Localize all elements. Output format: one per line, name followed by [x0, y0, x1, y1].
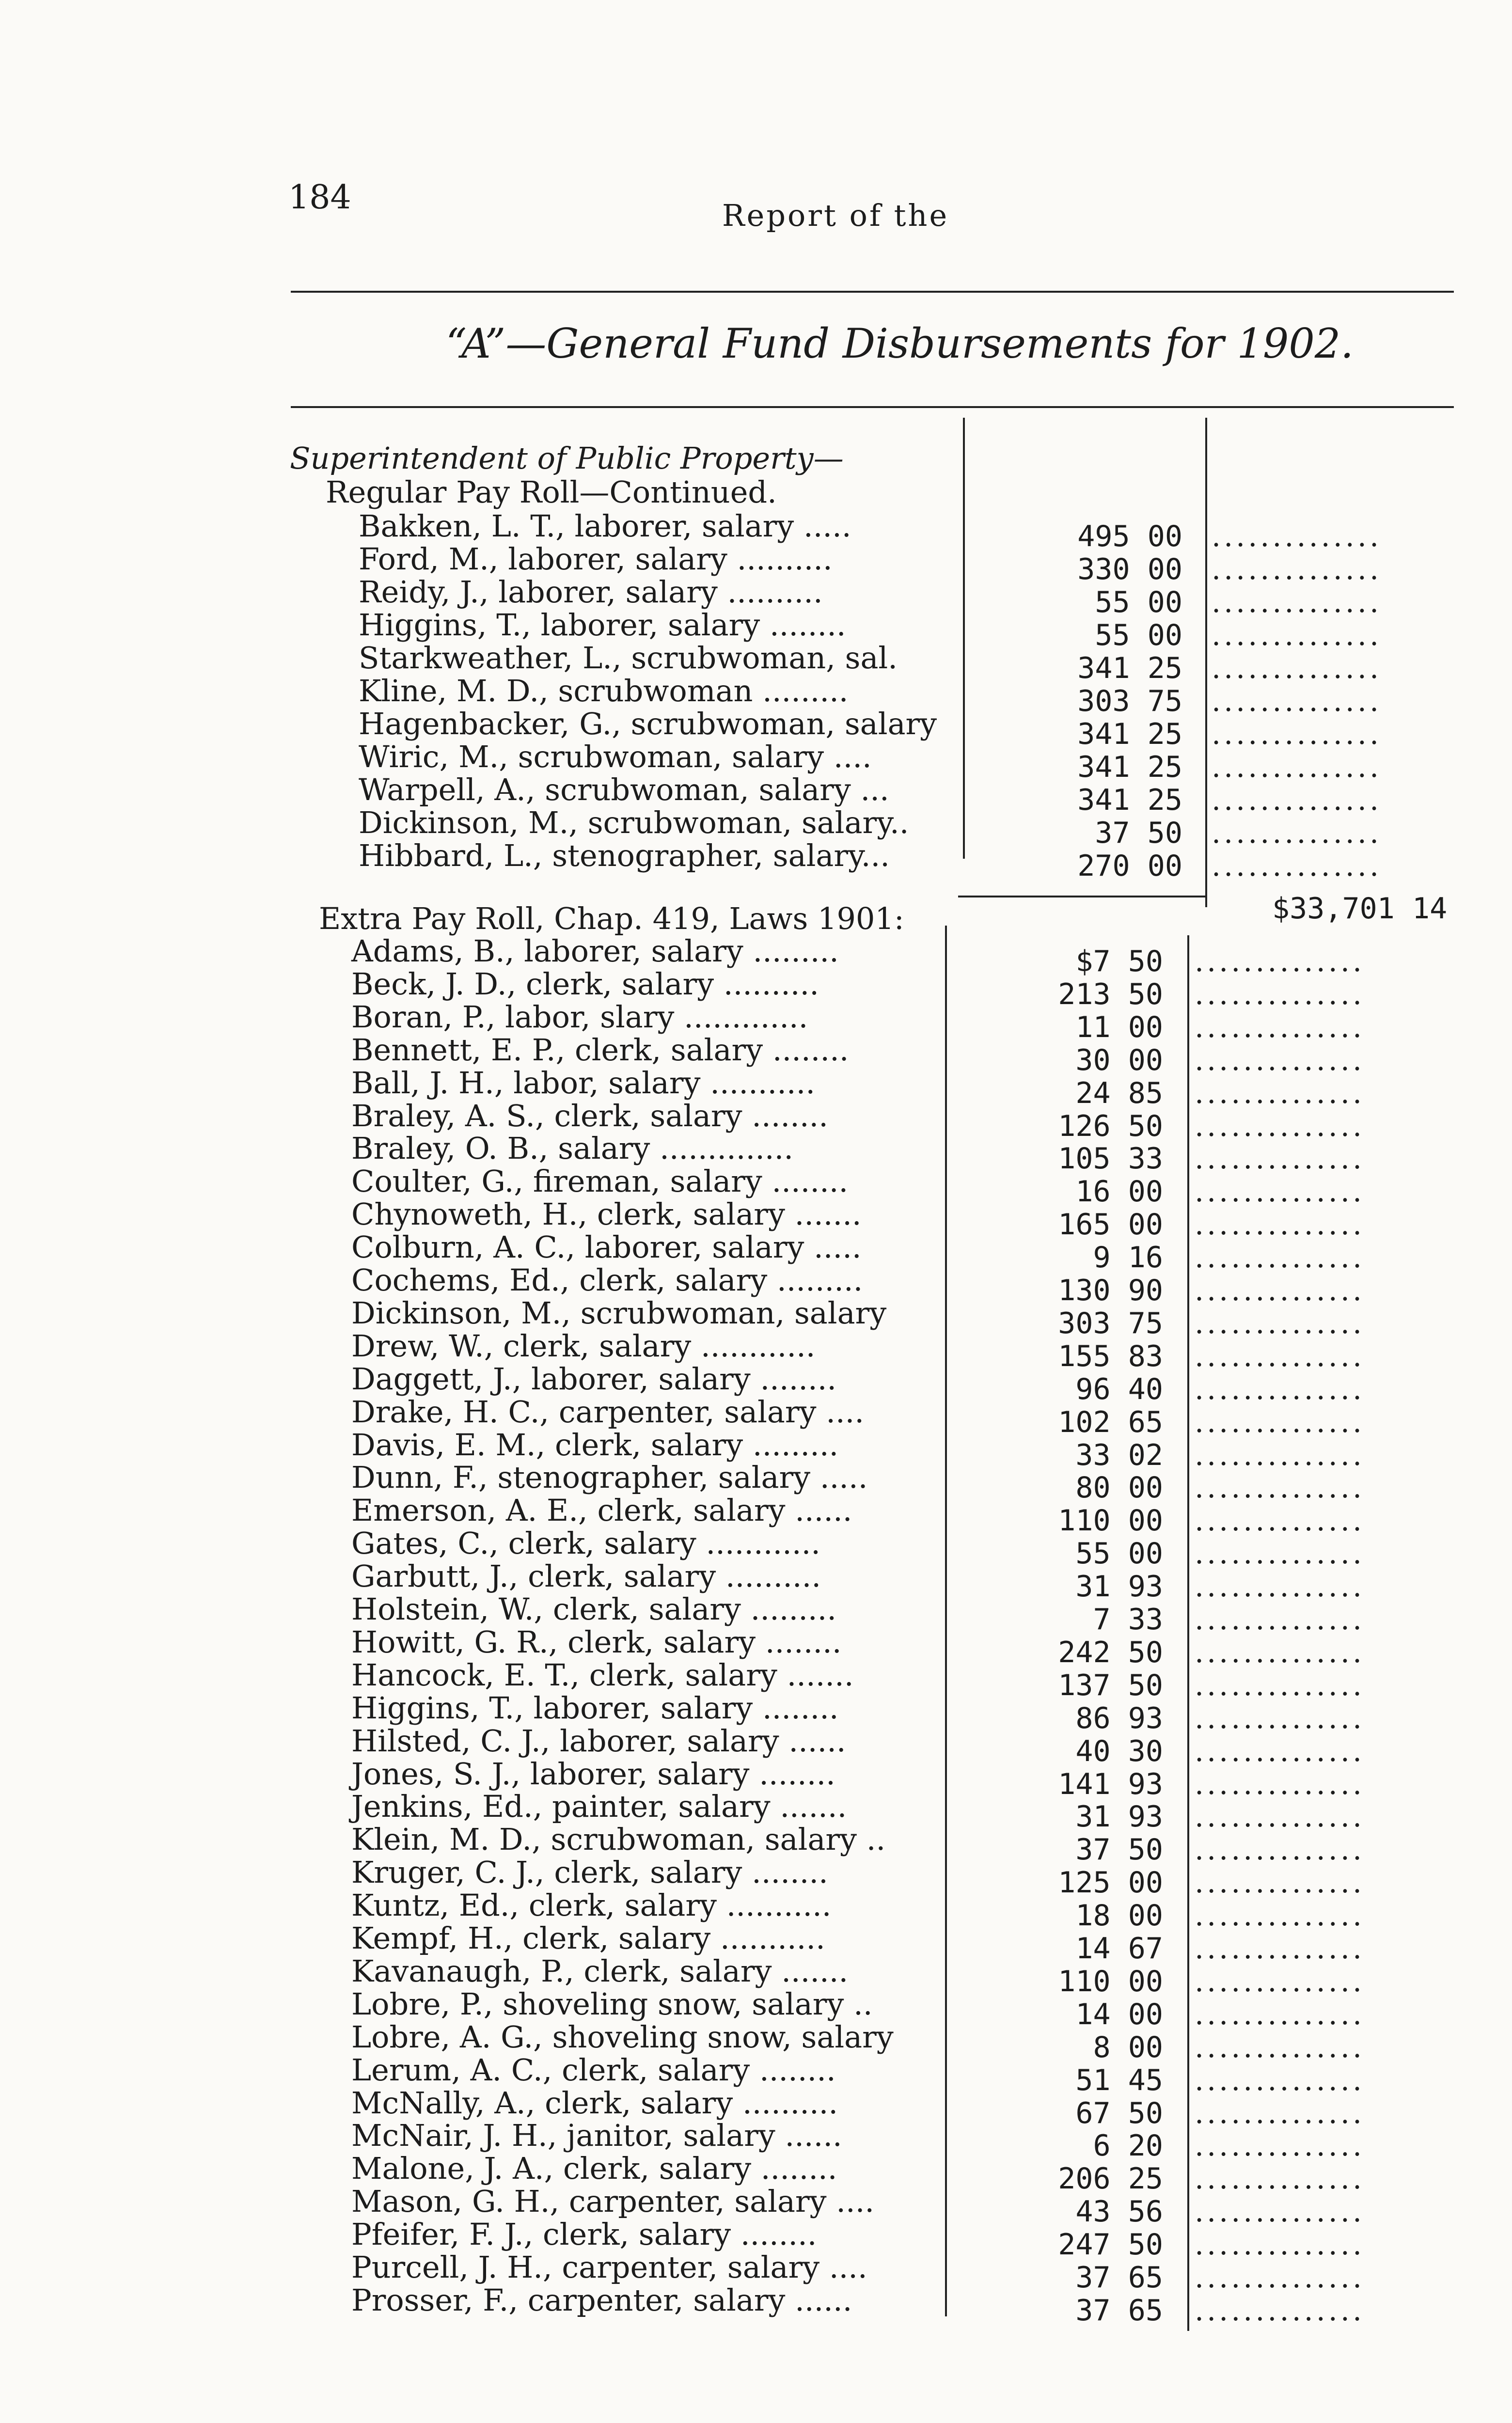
leader-dots: ..............: [1195, 1866, 1365, 1900]
ledger-entry-name: Hancock, E. T., clerk, salary .......: [351, 1657, 854, 1693]
extra-pay-roll-heading: Extra Pay Roll, Chap. 419, Laws 1901:: [319, 901, 904, 936]
leader-dots: ..............: [1195, 1471, 1365, 1505]
ledger-entry-amount: 155 83: [1058, 1339, 1163, 1373]
ledger-entry-amount: 55 00: [1095, 585, 1182, 619]
ledger-entry-amount: 51 45: [1075, 2063, 1163, 2097]
table-title: “A”—General Fund Disbursements for 1902.: [446, 320, 1354, 367]
ledger-entry-name: Kline, M. D., scrubwoman .........: [359, 673, 849, 708]
section-heading: Superintendent of Public Property—: [290, 441, 844, 476]
ledger-entry-name: Dickinson, M., scrubwoman, salary: [351, 1295, 887, 1331]
ledger-entry-amount: 110 00: [1058, 1504, 1163, 1538]
ledger-entry-name: Kruger, C. J., clerk, salary ........: [351, 1855, 828, 1890]
ledger-entry-amount: 165 00: [1058, 1208, 1163, 1242]
leader-dots: ..............: [1195, 1767, 1365, 1801]
ledger-entry-amount: 141 93: [1058, 1767, 1163, 1801]
ledger-entry-name: Garbutt, J., clerk, salary ..........: [351, 1558, 821, 1594]
leader-dots: ..............: [1195, 1339, 1365, 1373]
ledger-entry-amount: 67 50: [1075, 2096, 1163, 2130]
leader-dots: ..............: [1212, 618, 1382, 652]
ledger-entry-name: Bennett, E. P., clerk, salary ........: [351, 1032, 849, 1068]
leader-dots: ..............: [1195, 2228, 1365, 2262]
leader-dots: ..............: [1195, 1570, 1365, 1604]
ledger-entry-name: Klein, M. D., scrubwoman, salary ..: [351, 1822, 886, 1857]
ledger-entry-name: Hagenbacker, G., scrubwoman, salary: [359, 706, 937, 741]
ledger-entry-name: Jones, S. J., laborer, salary ........: [351, 1756, 835, 1792]
ledger-entry-amount: $7 50: [1075, 944, 1163, 978]
leader-dots: ..............: [1195, 2195, 1365, 2229]
leader-dots: ..............: [1195, 1603, 1365, 1636]
ledger-entry-amount: 303 75: [1077, 684, 1182, 718]
ledger-entry-amount: 7 33: [1093, 1603, 1163, 1636]
leader-dots: ..............: [1195, 1701, 1365, 1735]
ledger-entry-amount: 37 65: [1075, 2293, 1163, 2328]
ledger-entry-name: Davis, E. M., clerk, salary .........: [351, 1427, 839, 1463]
ledger-entry-amount: 16 00: [1075, 1175, 1163, 1209]
ledger-entry-name: Braley, O. B., salary ..............: [351, 1131, 794, 1166]
leader-dots: ..............: [1195, 1635, 1365, 1669]
ledger-entry-amount: 37 65: [1075, 2261, 1163, 2295]
ledger-entry-amount: 11 00: [1075, 1010, 1163, 1044]
ledger-entry-name: Lobre, P., shoveling snow, salary ..: [351, 1986, 873, 2022]
ledger-entry-name: Adams, B., laborer, salary .........: [351, 933, 839, 969]
ledger-entry-amount: 341 25: [1077, 750, 1182, 784]
leader-dots: ..............: [1212, 651, 1382, 685]
leader-dots: ..............: [1195, 1899, 1365, 1933]
ledger-entry-name: Warpell, A., scrubwoman, salary ...: [359, 772, 889, 807]
ledger-entry-name: Dickinson, M., scrubwoman, salary..: [359, 805, 909, 840]
ledger-entry-name: Beck, J. D., clerk, salary ..........: [351, 966, 819, 1002]
ledger-entry-name: Boran, P., labor, slary .............: [351, 999, 808, 1035]
ledger-entry-amount: 33 02: [1075, 1438, 1163, 1472]
leader-dots: ..............: [1195, 2030, 1365, 2064]
ledger-entry-name: Pfeifer, F. J., clerk, salary ........: [351, 2217, 817, 2252]
ledger-entry-name: Drake, H. C., carpenter, salary ....: [351, 1394, 865, 1430]
ledger-entry-amount: 341 25: [1077, 717, 1182, 751]
ledger-entry-amount: 137 50: [1058, 1668, 1163, 1702]
ledger-entry-amount: 495 00: [1077, 519, 1182, 553]
section-total: $33,701 14: [1272, 892, 1448, 926]
leader-dots: ..............: [1195, 1800, 1365, 1834]
leader-dots: ..............: [1195, 1208, 1365, 1242]
ledger-entry-name: Kempf, H., clerk, salary ...........: [351, 1920, 825, 1956]
leader-dots: ..............: [1195, 1964, 1365, 1998]
leader-dots: ..............: [1212, 585, 1382, 619]
ledger-entry-amount: 43 56: [1075, 2195, 1163, 2229]
ledger-entry-name: Higgins, T., laborer, salary ........: [359, 607, 846, 643]
ledger-entry-name: Braley, A. S., clerk, salary ........: [351, 1098, 828, 1133]
leader-dots: ..............: [1195, 1274, 1365, 1307]
leader-dots: ..............: [1195, 944, 1365, 978]
ledger-entry-name: Coulter, G., fireman, salary ........: [351, 1164, 849, 1199]
ledger-entry-amount: 213 50: [1058, 977, 1163, 1011]
column-rule-left-upper: [963, 418, 965, 859]
ledger-entry-amount: 102 65: [1058, 1405, 1163, 1439]
ledger-entry-amount: 31 93: [1075, 1570, 1163, 1604]
leader-dots: ..............: [1212, 684, 1382, 718]
ledger-entry-amount: 31 93: [1075, 1800, 1163, 1834]
ledger-entry-amount: 330 00: [1077, 552, 1182, 586]
leader-dots: ..............: [1212, 783, 1382, 817]
column-rule-left-lower: [945, 926, 947, 2316]
ledger-entry-name: Ford, M., laborer, salary ..........: [359, 541, 833, 577]
ledger-entry-amount: 30 00: [1075, 1043, 1163, 1077]
ledger-entry-name: Bakken, L. T., laborer, salary .....: [359, 508, 851, 544]
ledger-entry-amount: 110 00: [1058, 1964, 1163, 1998]
ledger-entry-name: Lerum, A. C., clerk, salary ........: [351, 2052, 836, 2088]
ledger-entry-amount: 341 25: [1077, 783, 1182, 817]
leader-dots: ..............: [1195, 1734, 1365, 1768]
ledger-entry-name: Chynoweth, H., clerk, salary .......: [351, 1196, 862, 1232]
ledger-entry-amount: 96 40: [1075, 1372, 1163, 1406]
ledger-entry-name: Dunn, F., stenographer, salary .....: [351, 1460, 868, 1495]
leader-dots: ..............: [1195, 1405, 1365, 1439]
ledger-entry-name: McNally, A., clerk, salary ..........: [351, 2085, 838, 2121]
ledger-entry-name: Malone, J. A., clerk, salary ........: [351, 2151, 837, 2187]
ledger-entry-name: Emerson, A. E., clerk, salary ......: [351, 1493, 852, 1528]
ledger-entry-name: Reidy, J., laborer, salary ..........: [359, 574, 823, 610]
ledger-entry-name: Holstein, W., clerk, salary .........: [351, 1591, 837, 1627]
ledger-entry-name: Hibbard, L., stenographer, salary...: [359, 838, 890, 873]
leader-dots: ..............: [1195, 1010, 1365, 1044]
leader-dots: ..............: [1195, 1537, 1365, 1571]
ledger-entry-amount: 105 33: [1058, 1142, 1163, 1176]
ledger-entry-amount: 125 00: [1058, 1866, 1163, 1900]
leader-dots: ..............: [1195, 2129, 1365, 2163]
leader-dots: ..............: [1195, 2063, 1365, 2097]
ledger-entry-amount: 80 00: [1075, 1471, 1163, 1505]
title-rule-bottom: [291, 406, 1454, 408]
ledger-entry-amount: 341 25: [1077, 651, 1182, 685]
leader-dots: ..............: [1212, 816, 1382, 850]
column-rule-right-upper: [1205, 418, 1207, 907]
ledger-entry-amount: 8 00: [1093, 2030, 1163, 2064]
leader-dots: ..............: [1195, 1932, 1365, 1966]
leader-dots: ..............: [1195, 1306, 1365, 1340]
leader-dots: ..............: [1195, 1142, 1365, 1176]
ledger-entry-amount: 242 50: [1058, 1635, 1163, 1669]
ledger-entry-amount: 9 16: [1093, 1241, 1163, 1275]
leader-dots: ..............: [1212, 519, 1382, 553]
ledger-entry-name: Daggett, J., laborer, salary ........: [351, 1361, 837, 1397]
subtotal-rule: [958, 896, 1205, 897]
ledger-entry-amount: 270 00: [1077, 849, 1182, 883]
leader-dots: ..............: [1195, 1372, 1365, 1406]
ledger-entry-amount: 303 75: [1058, 1306, 1163, 1340]
section-subheading: Regular Pay Roll—Continued.: [326, 474, 777, 510]
ledger-entry-name: Howitt, G. R., clerk, salary ........: [351, 1624, 842, 1660]
column-rule-right-lower: [1187, 935, 1189, 2331]
ledger-entry-amount: 86 93: [1075, 1701, 1163, 1735]
leader-dots: ..............: [1195, 1833, 1365, 1867]
ledger-entry-amount: 37 50: [1075, 1833, 1163, 1867]
ledger-entry-name: Cochems, Ed., clerk, salary .........: [351, 1262, 863, 1298]
ledger-entry-name: McNair, J. H., janitor, salary ......: [351, 2118, 842, 2154]
ledger-entry-amount: 206 25: [1058, 2162, 1163, 2196]
leader-dots: ..............: [1195, 2293, 1365, 2328]
leader-dots: ..............: [1195, 2096, 1365, 2130]
leader-dots: ..............: [1195, 2261, 1365, 2295]
title-rule-top: [291, 291, 1454, 293]
ledger-entry-name: Gates, C., clerk, salary ............: [351, 1526, 820, 1561]
leader-dots: ..............: [1212, 750, 1382, 784]
ledger-entry-name: Wiric, M., scrubwoman, salary ....: [359, 739, 872, 774]
ledger-entry-amount: 55 00: [1075, 1537, 1163, 1571]
ledger-entry-amount: 55 00: [1095, 618, 1182, 652]
leader-dots: ..............: [1195, 1043, 1365, 1077]
ledger-entry-name: Lobre, A. G., shoveling snow, salary: [351, 2019, 894, 2055]
ledger-entry-amount: 18 00: [1075, 1899, 1163, 1933]
page-number: 184: [288, 178, 351, 217]
ledger-entry-name: Purcell, J. H., carpenter, salary ....: [351, 2250, 867, 2285]
ledger-entry-name: Kuntz, Ed., clerk, salary ...........: [351, 1888, 832, 1923]
leader-dots: ..............: [1195, 2162, 1365, 2196]
ledger-entry-amount: 6 20: [1093, 2129, 1163, 2163]
leader-dots: ..............: [1195, 1241, 1365, 1275]
leader-dots: ..............: [1212, 552, 1382, 586]
ledger-entry-name: Drew, W., clerk, salary ............: [351, 1328, 816, 1364]
ledger-entry-amount: 247 50: [1058, 2228, 1163, 2262]
leader-dots: ..............: [1212, 717, 1382, 751]
leader-dots: ..............: [1195, 1438, 1365, 1472]
ledger-entry-amount: 14 67: [1075, 1932, 1163, 1966]
leader-dots: ..............: [1195, 1175, 1365, 1209]
ledger-entry-name: Ball, J. H., labor, salary ...........: [351, 1065, 816, 1101]
ledger-entry-amount: 14 00: [1075, 1997, 1163, 2031]
ledger-entry-amount: 40 30: [1075, 1734, 1163, 1768]
leader-dots: ..............: [1195, 1504, 1365, 1538]
leader-dots: ..............: [1195, 977, 1365, 1011]
leader-dots: ..............: [1195, 1668, 1365, 1702]
ledger-entry-name: Prosser, F., carpenter, salary ......: [351, 2282, 852, 2318]
leader-dots: ..............: [1212, 849, 1382, 883]
ledger-entry-amount: 130 90: [1058, 1274, 1163, 1307]
ledger-entry-name: Higgins, T., laborer, salary ........: [351, 1690, 839, 1726]
ledger-entry-name: Starkweather, L., scrubwoman, sal.: [359, 640, 898, 676]
ledger-entry-name: Mason, G. H., carpenter, salary ....: [351, 2184, 875, 2219]
ledger-entry-name: Colburn, A. C., laborer, salary .....: [351, 1229, 862, 1265]
ledger-entry-name: Hilsted, C. J., laborer, salary ......: [351, 1723, 846, 1759]
leader-dots: ..............: [1195, 1109, 1365, 1143]
leader-dots: ..............: [1195, 1997, 1365, 2031]
leader-dots: ..............: [1195, 1076, 1365, 1110]
ledger-entry-name: Jenkins, Ed., painter, salary .......: [351, 1789, 847, 1825]
ledger-entry-amount: 126 50: [1058, 1109, 1163, 1143]
ledger-entry-amount: 24 85: [1075, 1076, 1163, 1110]
ledger-entry-name: Kavanaugh, P., clerk, salary .......: [351, 1953, 849, 1989]
running-head: Report of the: [722, 198, 949, 233]
ledger-entry-amount: 37 50: [1095, 816, 1182, 850]
